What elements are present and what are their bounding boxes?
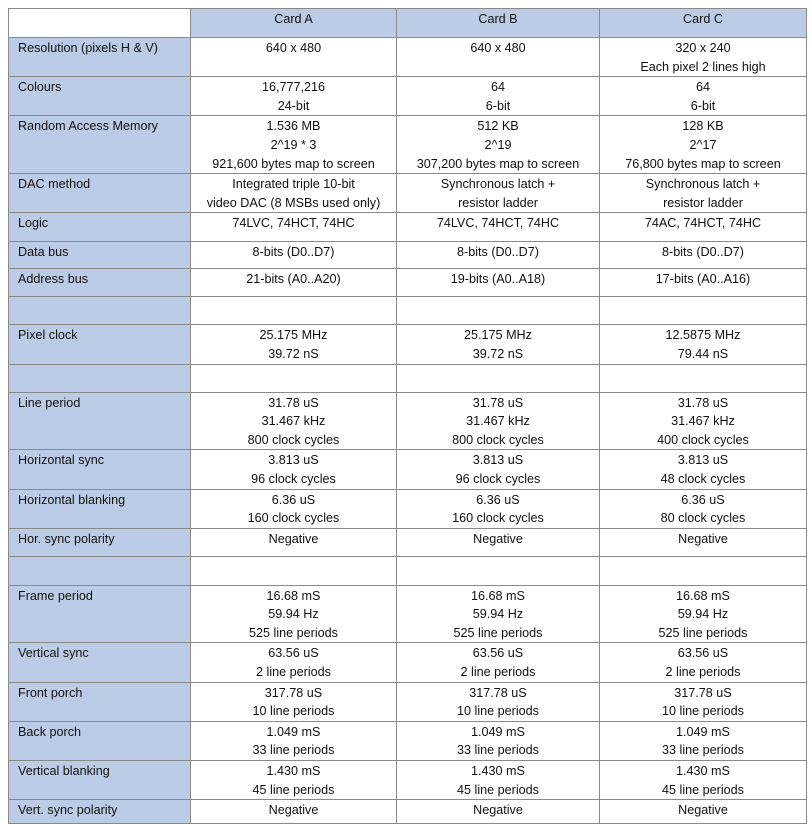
value-line: 8-bits (D0..D7) [252, 245, 335, 260]
value-cell-card-c [600, 38, 807, 77]
row-label: Resolution (pixels H & V) [9, 38, 191, 77]
row-label: Vertical blanking [9, 761, 191, 800]
table-row-horizontal-blanking [9, 489, 807, 528]
spacer-cell [397, 556, 600, 585]
value-line: 39.72 nS [268, 346, 319, 361]
value-line: Integrated triple 10-bit [232, 177, 355, 192]
value-line: 31.467 kHz [261, 414, 326, 429]
row-label: DAC method [9, 174, 191, 213]
value-cell-card-b [397, 77, 600, 116]
column-header-card-a: Card A [191, 9, 397, 38]
value-cell-card-b [397, 213, 600, 242]
comparison-table [8, 8, 807, 824]
value-cell-card-a [191, 325, 397, 364]
value-cell-card-a [191, 682, 397, 721]
value-cell-card-c [600, 116, 807, 174]
table-row-hor-sync-polarity [9, 528, 807, 556]
value-line: 24-bit [277, 98, 310, 113]
value-line: 2^17 [689, 137, 717, 152]
row-label: Address bus [9, 269, 191, 297]
spacer-cell [600, 364, 807, 392]
value-cell-card-b [397, 585, 600, 643]
value-cell-card-c [600, 800, 807, 824]
value-line: 8-bits (D0..D7) [662, 245, 744, 260]
value-line: 16.68 mS [676, 588, 730, 603]
value-line: 3.813 uS [472, 453, 524, 468]
value-line: 59.94 Hz [472, 607, 524, 622]
value-line: 31.467 kHz [671, 414, 735, 429]
value-cell-card-b [397, 682, 600, 721]
value-line: 59.94 Hz [268, 607, 319, 622]
value-line: 6-bit [485, 98, 511, 113]
value-line: 63.56 uS [268, 646, 319, 661]
value-line: 33 line periods [252, 743, 335, 758]
value-cell-card-a [191, 800, 397, 824]
value-cell-card-c [600, 721, 807, 760]
row-label: Back porch [9, 721, 191, 760]
value-cell-card-b [397, 269, 600, 297]
spacer-cell [397, 297, 600, 325]
table-row-line-period [9, 392, 807, 450]
value-line: 8-bits (D0..D7) [457, 245, 539, 260]
value-cell-card-c [600, 761, 807, 800]
value-cell-card-a [191, 721, 397, 760]
value-line: 1.049 mS [676, 724, 730, 739]
row-label: Horizontal sync [9, 450, 191, 489]
value-line: 1.430 mS [676, 764, 730, 779]
value-line: video DAC (8 MSBs used only) [206, 195, 381, 210]
value-line: 25.175 MHz [259, 328, 328, 343]
value-line: 1.430 mS [471, 764, 525, 779]
table-row-vertical-blanking [9, 761, 807, 800]
spacer-cell [191, 364, 397, 392]
value-cell-card-c [600, 489, 807, 528]
value-cell-card-a [191, 116, 397, 174]
value-cell-card-c [600, 269, 807, 297]
value-cell-card-c [600, 392, 807, 450]
value-line: 10 line periods [252, 704, 335, 719]
row-label: Hor. sync polarity [9, 528, 191, 556]
value-line: 25.175 MHz [464, 328, 532, 343]
value-line: 45 line periods [252, 782, 335, 797]
value-line: 33 line periods [662, 743, 744, 758]
value-line: 317.78 uS [674, 685, 732, 700]
value-line: 921,600 bytes map to screen [212, 156, 375, 171]
spacer-label-cell [9, 364, 191, 392]
value-cell-card-b [397, 242, 600, 269]
row-label: Horizontal blanking [9, 489, 191, 528]
table-row-vertical-sync [9, 643, 807, 682]
value-line: 6.36 uS [271, 492, 316, 507]
value-line: 59.94 Hz [677, 607, 729, 622]
value-line: 317.78 uS [264, 685, 323, 700]
value-cell-card-b [397, 721, 600, 760]
row-label: Data bus [9, 242, 191, 269]
value-line: 31.78 uS [472, 395, 524, 410]
value-line: 307,200 bytes map to screen [416, 156, 580, 171]
value-line: 63.56 uS [677, 646, 729, 661]
value-line: 3.813 uS [268, 453, 319, 468]
row-label: Pixel clock [9, 325, 191, 364]
value-line: resistor ladder [663, 195, 743, 210]
value-line: 2^19 * 3 [270, 137, 317, 152]
value-line: 80 clock cycles [660, 511, 746, 526]
value-cell-card-b [397, 325, 600, 364]
header-row [9, 9, 807, 38]
value-line: Negative [268, 531, 319, 546]
value-line: 2 line periods [665, 665, 741, 680]
spacer-row [9, 364, 807, 392]
table-row-vert-sync-polarity [9, 800, 807, 824]
value-line: 525 line periods [453, 625, 543, 640]
value-line: 160 clock cycles [452, 511, 544, 526]
value-line: 6.36 uS [476, 492, 520, 507]
value-line: 39.72 nS [472, 346, 524, 361]
value-cell-card-c [600, 325, 807, 364]
value-line: 400 clock cycles [657, 432, 749, 447]
value-line: Negative [678, 531, 728, 546]
value-line: 160 clock cycles [247, 511, 340, 526]
value-line: 640 x 480 [265, 41, 322, 55]
value-line: Negative [473, 803, 523, 818]
value-line: 6-bit [690, 98, 716, 113]
value-line: 74AC, 74HCT, 74HC [644, 216, 762, 231]
row-label: Colours [9, 77, 191, 116]
value-line: 64 [490, 80, 505, 95]
value-line: 45 line periods [662, 782, 744, 797]
value-line: 6.36 uS [681, 492, 725, 507]
value-cell-card-a [191, 761, 397, 800]
value-line: 12.5875 MHz [665, 328, 741, 343]
table-row-pixel-clock [9, 325, 807, 364]
value-line: 1.430 mS [266, 764, 321, 779]
value-cell-card-a [191, 392, 397, 450]
table-row-address-bus [9, 269, 807, 297]
value-line: 10 line periods [457, 704, 539, 719]
value-cell-card-a [191, 585, 397, 643]
value-line: 1.049 mS [471, 724, 525, 739]
table-row-frame-period [9, 585, 807, 643]
value-line: Synchronous latch + [440, 177, 556, 192]
value-line: 96 clock cycles [455, 471, 541, 486]
value-line: 317.78 uS [469, 685, 527, 700]
row-label: Logic [9, 213, 191, 242]
value-cell-card-b [397, 174, 600, 213]
value-line: 74LVC, 74HCT, 74HC [436, 216, 560, 231]
value-cell-card-a [191, 643, 397, 682]
spacer-row [9, 556, 807, 585]
value-line: 128 KB [682, 119, 724, 134]
value-cell-card-a [191, 242, 397, 269]
spacer-cell [397, 364, 600, 392]
row-label: Frame period [9, 585, 191, 643]
row-label: Random Access Memory [9, 116, 191, 174]
table-row-back-porch [9, 721, 807, 760]
value-cell-card-b [397, 643, 600, 682]
row-label: Vert. sync polarity [9, 800, 191, 824]
value-cell-card-c [600, 528, 807, 556]
spacer-cell [191, 297, 397, 325]
value-cell-card-b [397, 38, 600, 77]
value-line: 800 clock cycles [452, 432, 544, 447]
value-line: 79.44 nS [677, 346, 729, 361]
row-label: Vertical sync [9, 643, 191, 682]
value-line: 800 clock cycles [247, 432, 340, 447]
value-cell-card-a [191, 213, 397, 242]
column-header-card-c: Card C [600, 9, 807, 38]
value-line: 525 line periods [658, 625, 748, 640]
value-cell-card-b [397, 116, 600, 174]
value-cell-card-c [600, 242, 807, 269]
value-line: 2^19 [484, 137, 512, 152]
value-cell-card-a [191, 77, 397, 116]
value-line: 2 line periods [460, 665, 536, 680]
value-cell-card-c [600, 77, 807, 116]
value-line: 76,800 bytes map to screen [625, 156, 781, 171]
value-line: 21-bits (A0..A20) [246, 272, 341, 287]
spacer-cell [600, 556, 807, 585]
value-cell-card-a [191, 269, 397, 297]
corner-cell [9, 9, 191, 38]
value-line: 525 line periods [249, 625, 338, 640]
value-line: 64 [695, 80, 710, 95]
table-body [9, 38, 807, 824]
value-line: 33 line periods [457, 743, 539, 758]
value-cell-card-c [600, 213, 807, 242]
value-line: Negative [473, 531, 523, 546]
value-line: Negative [268, 803, 319, 818]
value-line: resistor ladder [458, 195, 538, 210]
value-line: 16.68 mS [266, 588, 321, 603]
table-row-data-bus [9, 242, 807, 269]
value-line: Negative [678, 803, 728, 818]
value-cell-card-a [191, 174, 397, 213]
value-line: 31.467 kHz [466, 414, 530, 429]
value-line: 48 clock cycles [660, 471, 746, 486]
column-header-card-b: Card B [397, 9, 600, 38]
value-line: 320 x 240 [675, 41, 731, 55]
value-cell-card-a [191, 528, 397, 556]
value-line: Each pixel 2 lines high [640, 59, 766, 74]
value-cell-card-b [397, 489, 600, 528]
value-line: 63.56 uS [472, 646, 524, 661]
table-row-logic [9, 213, 807, 242]
row-label: Front porch [9, 682, 191, 721]
value-line: 1.049 mS [266, 724, 321, 739]
spacer-label-cell [9, 556, 191, 585]
value-cell-card-c [600, 174, 807, 213]
value-line: 31.78 uS [677, 395, 729, 410]
value-cell-card-b [397, 450, 600, 489]
row-label: Line period [9, 392, 191, 450]
value-line: 31.78 uS [268, 395, 319, 410]
value-cell-card-c [600, 682, 807, 721]
value-cell-card-a [191, 489, 397, 528]
value-cell-card-c [600, 585, 807, 643]
spacer-cell [600, 297, 807, 325]
table-row-front-porch [9, 682, 807, 721]
table-row-resolution-pixels-h-v [9, 38, 807, 77]
value-line: 96 clock cycles [251, 471, 336, 486]
value-cell-card-a [191, 450, 397, 489]
table-row-dac-method [9, 174, 807, 213]
value-line: 1.536 MB [266, 119, 321, 134]
value-line: 74LVC, 74HCT, 74HC [232, 216, 355, 231]
spacer-label-cell [9, 297, 191, 325]
spacer-cell [191, 556, 397, 585]
value-cell-card-a [191, 38, 397, 77]
value-line: 512 KB [477, 119, 519, 134]
value-line: 17-bits (A0..A16) [655, 272, 751, 287]
value-line: 2 line periods [256, 665, 331, 680]
table-row-random-access-memory [9, 116, 807, 174]
value-line: Synchronous latch + [645, 177, 761, 192]
value-line: 640 x 480 [470, 41, 526, 55]
table-row-colours [9, 77, 807, 116]
value-line: 16,777,216 [261, 80, 326, 95]
spacer-row [9, 297, 807, 325]
value-line: 10 line periods [662, 704, 744, 719]
table-row-horizontal-sync [9, 450, 807, 489]
value-cell-card-c [600, 450, 807, 489]
value-line: 16.68 mS [471, 588, 525, 603]
value-line: 3.813 uS [677, 453, 729, 468]
value-cell-card-b [397, 528, 600, 556]
value-cell-card-c [600, 643, 807, 682]
value-line: 45 line periods [457, 782, 539, 797]
value-line: 19-bits (A0..A18) [450, 272, 546, 287]
value-cell-card-b [397, 800, 600, 824]
value-cell-card-b [397, 761, 600, 800]
value-cell-card-b [397, 392, 600, 450]
